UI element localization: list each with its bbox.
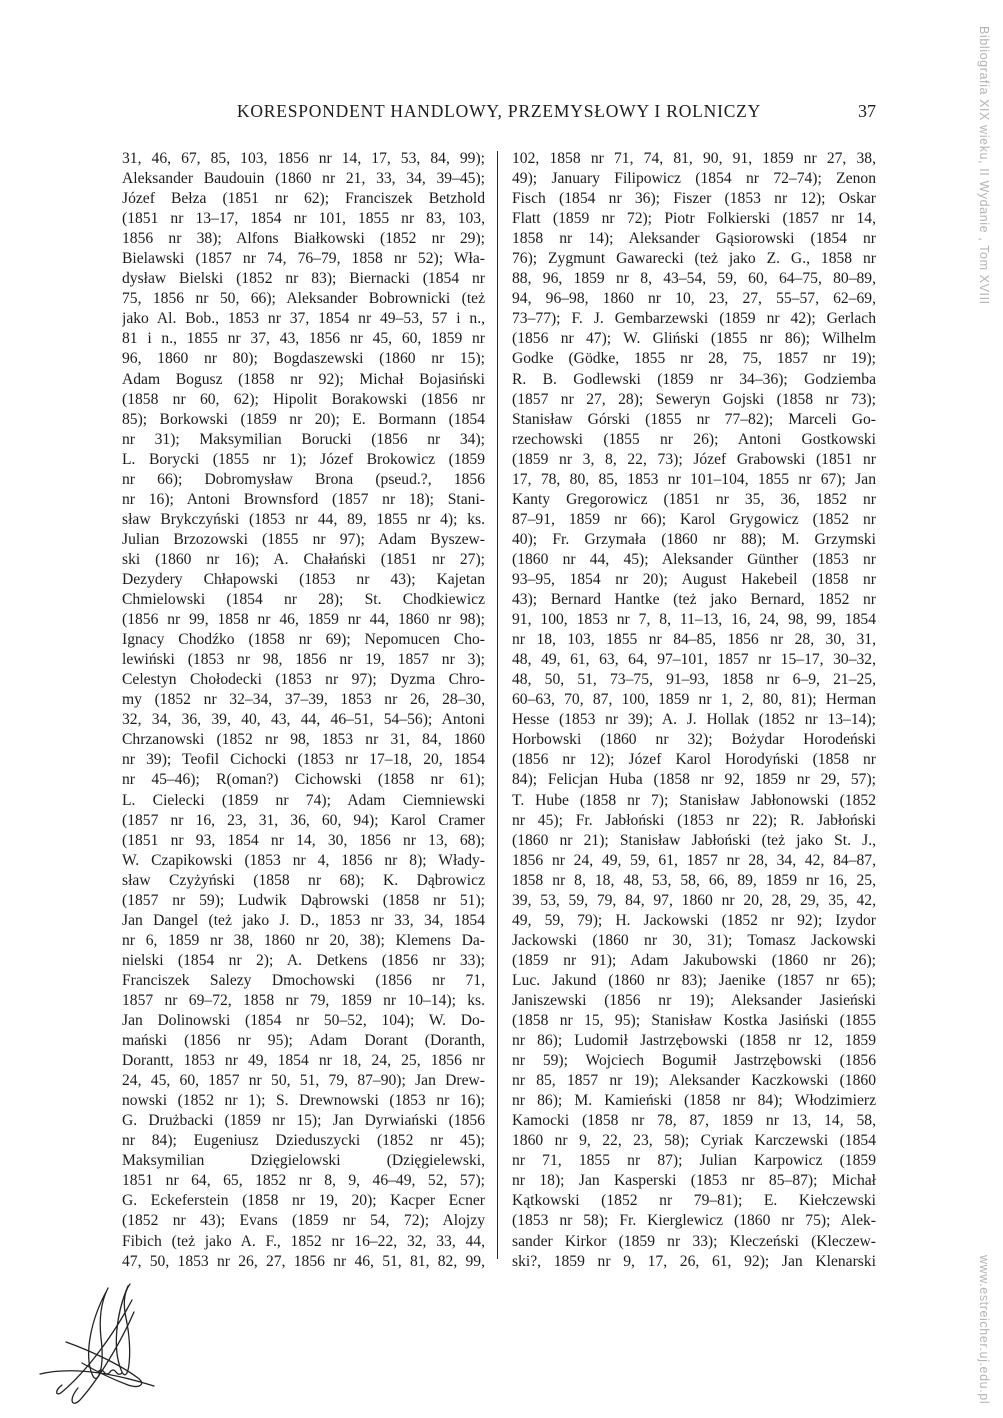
text-line: 1856 nr 38); Alfons Białkowski (1852 nr 29); — [122, 230, 485, 248]
text-line: nr 18, 103, 1855 nr 84–85, 1856 nr 28, 30, 31, — [512, 631, 876, 649]
text-line: (1860 nr 44, 45); Aleksander Günther (1853 nr — [512, 550, 876, 568]
text-line: Kanty Gregorowicz (1851 nr 35, 36, 1852 nr — [512, 490, 876, 508]
text-line: 1858 nr 8, 18, 48, 53, 58, 66, 89, 1859 nr 16, 25, — [512, 871, 876, 889]
page-title: KORESPONDENT HANDLOWY, PRZEMYSŁOWY I ROLNICZY — [236, 101, 762, 121]
text-line: Janiszewski (1856 nr 19); Aleksander Jasieński — [512, 991, 876, 1009]
text-line: sander Kirkor (1859 nr 33); Kleczeński (Kleczew- — [512, 1232, 876, 1250]
text-line: T. Hube (1858 nr 7); Stanisław Jabłonowski (1852 — [512, 791, 876, 809]
text-line: 75, 1856 nr 50, 66); Aleksander Bobrownicki (też — [122, 290, 485, 308]
text-line: Jan Dangel (też jako J. D., 1853 nr 33, 34, 1854 — [122, 911, 485, 929]
text-line: 76); Zygmunt Gawarecki (też jako Z. G., 1858 nr — [512, 250, 876, 268]
text-line: nr 45); Fr. Jabłoński (1853 nr 22); R. Jabłoński — [512, 811, 876, 829]
text-line: nr 16); Antoni Brownsford (1857 nr 18); Stani- — [122, 490, 485, 508]
text-line: dysław Bielski (1852 nr 83); Biernacki (1854 nr — [122, 270, 485, 288]
text-line: 85); Borkowski (1859 nr 20); E. Bormann (1854 — [122, 410, 485, 428]
text-line: nr 66); Dobromysław Brona (pseud.?, 1856 — [122, 470, 485, 488]
text-line: Stanisław Górski (1855 nr 77–82); Marceli Go- — [512, 410, 876, 428]
text-line: 102, 1858 nr 71, 74, 81, 90, 91, 1859 nr 27, 38, — [512, 150, 876, 167]
text-line: 47, 50, 1853 nr 26, 27, 1856 nr 46, 51, 81, 82, 99, — [122, 1252, 485, 1270]
text-line: mański (1856 nr 95); Adam Dorant (Doranth, — [122, 1032, 485, 1050]
text-line: (1853 nr 58); Fr. Kierglewicz (1860 nr 75); Alek- — [512, 1212, 876, 1230]
text-line: nr 59); Wojciech Bogumił Jastrzębowski (1856 — [512, 1052, 876, 1070]
text-line: Chrzanowski (1852 nr 98, 1853 nr 31, 84, 1860 — [122, 731, 485, 749]
text-line: (1851 nr 93, 1854 nr 14, 30, 1856 nr 13, 68); — [122, 831, 485, 849]
text-line: L. Cielecki (1859 nr 74); Adam Ciemniewski — [122, 791, 485, 809]
text-line: 1860 nr 9, 22, 23, 58); Cyriak Karczewski (1854 — [512, 1132, 876, 1150]
text-line: Ignacy Chodźko (1858 nr 69); Nepomucen Cho- — [122, 631, 485, 649]
text-line: nr 85, 1857 nr 19); Aleksander Kaczkowski (1860 — [512, 1072, 876, 1090]
text-line: nr 45–46); R(oman?) Cichowski (1858 nr 61); — [122, 771, 485, 789]
text-line: (1860 nr 21); Stanisław Jabłoński (też jako St. J., — [512, 831, 876, 849]
text-line: Julian Brzozowski (1855 nr 97); Adam Byszew- — [122, 530, 485, 548]
text-column-right — [512, 149, 876, 1272]
text-line: Kamocki (1858 nr 78, 87, 1859 nr 13, 14, 58, — [512, 1112, 876, 1130]
text-line: 1858 nr 14); Aleksander Gąsiorowski (1854 nr — [512, 230, 876, 248]
column-divider — [497, 151, 498, 1259]
text-line: 94, 96–98, 1860 nr 10, 23, 27, 55–57, 62–69, — [512, 290, 876, 308]
text-line: Dezydery Chłapowski (1853 nr 43); Kajetan — [122, 570, 485, 588]
text-line: 40); Fr. Grzymała (1860 nr 88); M. Grzymski — [512, 530, 876, 548]
text-line: Franciszek Salezy Dmochowski (1856 nr 71, — [122, 971, 485, 989]
text-line: 48, 50, 51, 73–75, 91–93, 1858 nr 6–9, 21–25, — [512, 671, 876, 689]
text-line: (1857 nr 16, 23, 31, 36, 60, 94); Karol Cramer — [122, 811, 485, 829]
text-line: Luc. Jakund (1860 nr 83); Jaenike (1857 nr 65); — [512, 971, 876, 989]
text-line: (1852 nr 43); Evans (1859 nr 54, 72); Alojzy — [122, 1212, 485, 1230]
text-line: (1857 nr 27, 28); Seweryn Gojski (1858 nr 73); — [512, 390, 876, 408]
text-line: R. B. Godlewski (1859 nr 34–36); Godziemba — [512, 370, 876, 388]
text-line: 93–95, 1854 nr 20); August Hakebeil (1858 nr — [512, 570, 876, 588]
text-line: W. Czapikowski (1853 nr 4, 1856 nr 8); Włady- — [122, 851, 485, 869]
text-line: 84); Felicjan Huba (1858 nr 92, 1859 nr 29, 57); — [512, 771, 876, 789]
text-line: 48, 49, 61, 63, 64, 97–101, 1857 nr 15–17, 30–32, — [512, 651, 876, 669]
text-line: (1857 nr 59); Ludwik Dąbrowski (1858 nr 51); — [122, 891, 485, 909]
text-line: 96, 1860 nr 80); Bogdaszewski (1860 nr 15); — [122, 350, 485, 368]
text-line: 32, 34, 36, 39, 40, 43, 44, 46–51, 54–56); Antoni — [122, 711, 485, 729]
text-line: 1856 nr 24, 49, 59, 61, 1857 nr 28, 34, 42, 84–87, — [512, 851, 876, 869]
text-line: 49, 59, 79); H. Jackowski (1852 nr 92); Izydor — [512, 911, 876, 929]
text-line: G. Eckeferstein (1858 nr 19, 20); Kacper Ecner — [122, 1192, 485, 1210]
text-line: 1851 nr 64, 65, 1852 nr 8, 9, 46–49, 52, 57); — [122, 1172, 485, 1190]
text-line: Horbowski (1860 nr 32); Bożydar Horodeński — [512, 731, 876, 749]
text-line: Fisch (1854 nr 36); Fiszer (1853 nr 12); Oskar — [512, 190, 876, 208]
text-line: Józef Bełza (1851 nr 62); Franciszek Betzhold — [122, 190, 485, 208]
text-line: Jackowski (1860 nr 30, 31); Tomasz Jackowski — [512, 931, 876, 949]
margin-edition-note: Bibliografia XIX wieku, II Wydanie , Tom XVIII — [977, 26, 991, 305]
text-line: nr 71, 1855 nr 87); Julian Karpowicz (1859 — [512, 1152, 876, 1170]
text-line: 43); Bernard Hantke (też jako Bernard, 1852 nr — [512, 591, 876, 609]
text-line: my (1852 nr 32–34, 37–39, 1853 nr 26, 28–30, — [122, 691, 485, 709]
text-line: Hesse (1853 nr 39); A. J. Hollak (1852 nr 13–14); — [512, 711, 876, 729]
text-line: nowski (1852 nr 1); S. Drewnowski (1853 nr 16); — [122, 1092, 485, 1110]
text-line: Maksymilian Dzięgielowski (Dzięgielewski, — [122, 1152, 485, 1170]
text-line: Jan Dolinowski (1854 nr 50–52, 104); W. Do- — [122, 1012, 485, 1030]
text-line: 60–63, 70, 87, 100, 1859 nr 1, 2, 80, 81); Herman — [512, 691, 876, 709]
text-line: (1856 nr 47); W. Gliński (1855 nr 86); Wilhelm — [512, 330, 876, 348]
text-line: nr 31); Maksymilian Borucki (1856 nr 34); — [122, 430, 485, 448]
text-line: 88, 96, 1859 nr 8, 43–54, 59, 60, 64–75, 80–89, — [512, 270, 876, 288]
text-line: (1859 nr 3, 8, 22, 73); Józef Grabowski (1851 nr — [512, 450, 876, 468]
text-line: jako Al. Bob., 1853 nr 37, 1854 nr 49–53, 57 i n., — [122, 310, 485, 328]
text-line: 1857 nr 69–72, 1858 nr 79, 1859 nr 10–14); ks. — [122, 991, 485, 1009]
text-line: (1851 nr 13–17, 1854 nr 101, 1855 nr 83, 103, — [122, 210, 485, 228]
text-line: 31, 46, 67, 85, 103, 1856 nr 14, 17, 53, 84, 99); — [122, 150, 485, 167]
text-line: Bielawski (1857 nr 74, 76–79, 1858 nr 52); Wła- — [122, 250, 485, 268]
text-line: 49); January Filipowicz (1854 nr 72–74); Zenon — [512, 170, 876, 188]
text-line: ski?, 1859 nr 9, 17, 26, 61, 92); Jan Klenarski — [512, 1252, 876, 1270]
text-line: (1856 nr 12); Józef Karol Horodyński (1858 nr — [512, 751, 876, 769]
text-line: nr 84); Eugeniusz Dzieduszycki (1852 nr 45); — [122, 1132, 485, 1150]
text-line: Celestyn Chołodecki (1853 nr 97); Dyzma Chro- — [122, 671, 485, 689]
text-line: 91, 100, 1853 nr 7, 8, 11–13, 16, 24, 98, 99, 1854 — [512, 611, 876, 629]
text-line: sław Brykczyński (1853 nr 44, 89, 1855 nr 4); ks. — [122, 510, 485, 528]
text-line: Flatt (1859 nr 72); Piotr Folkierski (1857 nr 14, — [512, 210, 876, 228]
text-line: (1858 nr 15, 95); Stanisław Kostka Jasiński (1855 — [512, 1012, 876, 1030]
text-line: Dorantt, 1853 nr 49, 1854 nr 18, 24, 25, 1856 nr — [122, 1052, 485, 1070]
text-line: Fibich (też jako A. F., 1852 nr 16–22, 32, 33, 44, — [122, 1232, 485, 1250]
text-line: Kątkowski (1852 nr 79–81); E. Kiełczewski — [512, 1192, 876, 1210]
text-line: 17, 78, 80, 85, 1853 nr 101–104, 1855 nr 67); Jan — [512, 470, 876, 488]
text-line: L. Borycki (1855 nr 1); Józef Brokowicz (1859 — [122, 450, 485, 468]
page-number: 37 — [858, 101, 876, 121]
text-line: 39, 53, 59, 79, 84, 97, 1860 nr 20, 28, 29, 35, 42, — [512, 891, 876, 909]
text-line: Aleksander Baudouin (1860 nr 21, 33, 34, 39–45); — [122, 170, 485, 188]
text-line: lewiński (1853 nr 98, 1856 nr 19, 1857 nr 3); — [122, 651, 485, 669]
text-line: Godke (Gödke, 1855 nr 28, 75, 1857 nr 19); — [512, 350, 876, 368]
text-line: Chmielowski (1854 nr 28); St. Chodkiewicz — [122, 591, 485, 609]
text-line: sław Czyżyński (1858 nr 68); K. Dąbrowicz — [122, 871, 485, 889]
text-line: (1858 nr 60, 62); Hipolit Borakowski (1856 nr — [122, 390, 485, 408]
text-line: nr 18); Jan Kasperski (1853 nr 85–87); Michał — [512, 1172, 876, 1190]
text-line: nr 86); M. Kamieński (1858 nr 84); Włodzimierz — [512, 1092, 876, 1110]
text-line: G. Drużbacki (1859 nr 15); Jan Dyrwiański (1856 — [122, 1112, 485, 1130]
text-line: rzechowski (1855 nr 26); Antoni Gostkowski — [512, 430, 876, 448]
text-line: 81 i n., 1855 nr 37, 43, 1856 nr 45, 60, 1859 nr — [122, 330, 485, 348]
text-line: nr 86); Ludomił Jastrzębowski (1858 nr 12, 1859 — [512, 1032, 876, 1050]
handwritten-signature — [36, 1278, 186, 1410]
text-line: (1859 nr 91); Adam Jakubowski (1860 nr 26); — [512, 951, 876, 969]
text-line: Adam Bogusz (1858 nr 92); Michał Bojasiński — [122, 370, 485, 388]
text-column-left — [122, 149, 485, 1272]
text-line: (1856 nr 99, 1858 nr 46, 1859 nr 44, 1860 nr 98); — [122, 611, 485, 629]
margin-website-note: www.estreicher.uj.edu.pl — [977, 1254, 991, 1404]
text-line: 24, 45, 60, 1857 nr 50, 51, 79, 87–90); Jan Drew- — [122, 1072, 485, 1090]
text-line: 87–91, 1859 nr 66); Karol Grygowicz (1852 nr — [512, 510, 876, 528]
text-line: nr 39); Teofil Cichocki (1853 nr 17–18, 20, 1854 — [122, 751, 485, 769]
text-line: nielski (1854 nr 2); A. Detkens (1856 nr 33); — [122, 951, 485, 969]
text-line: ski (1860 nr 16); A. Chałański (1851 nr 27); — [122, 550, 485, 568]
text-line: 73–77); F. J. Gembarzewski (1859 nr 42); Gerlach — [512, 310, 876, 328]
text-line: nr 6, 1859 nr 38, 1860 nr 20, 38); Klemens Da- — [122, 931, 485, 949]
